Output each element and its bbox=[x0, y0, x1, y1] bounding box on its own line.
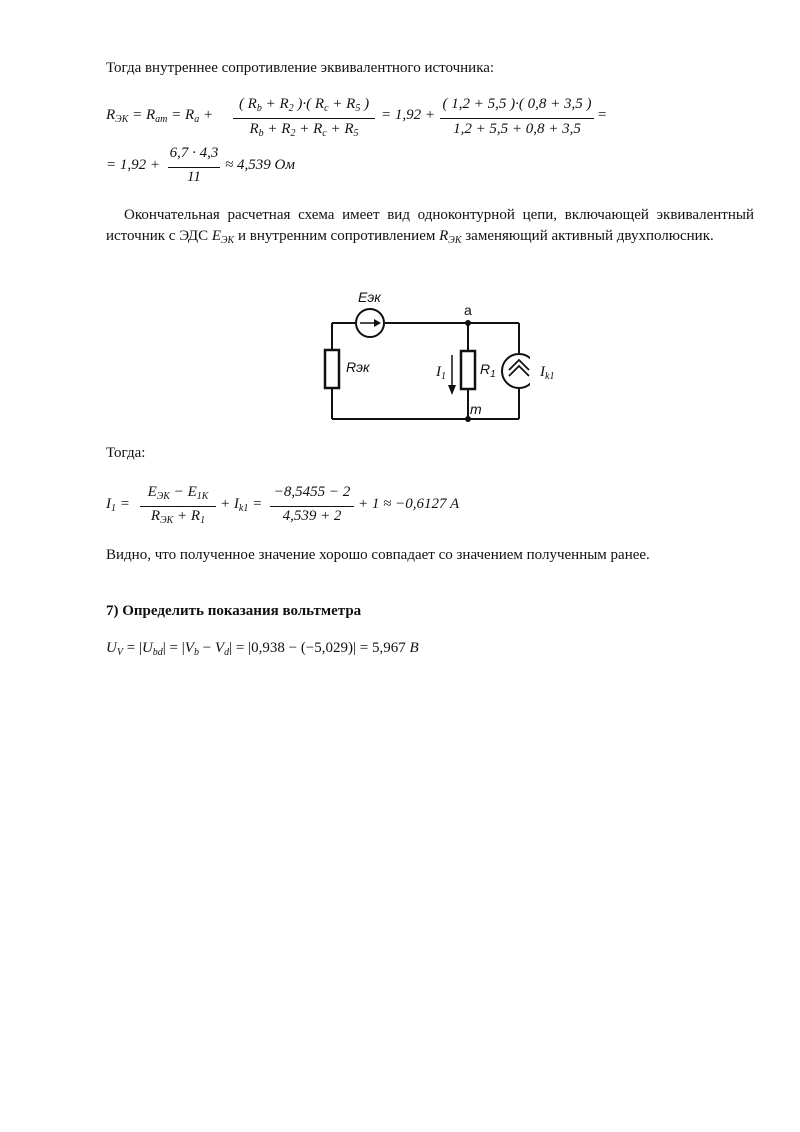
fraction-numerator: ( $R_b + R_2$ )·( $R_c + R_5$ ) bbox=[238, 96, 370, 114]
current-source-label: $I_{k1}$ bbox=[540, 364, 555, 382]
intro-text: Тогда внутреннее сопротивление эквивалентного источника: bbox=[106, 60, 495, 76]
resistor-right-icon bbox=[461, 351, 475, 389]
togda-text: Тогда: bbox=[106, 445, 146, 461]
emf-source-label: Eэк bbox=[358, 289, 381, 305]
fraction-denominator-3: 11 bbox=[187, 169, 201, 185]
resistor-left-icon bbox=[325, 350, 339, 388]
section-title: 7) Определить показания вольтметра bbox=[106, 603, 362, 619]
fraction-bar-4 bbox=[140, 506, 216, 507]
emf-source-icon bbox=[356, 309, 384, 337]
resistor-right-label: $R_1$ bbox=[480, 361, 496, 380]
node-a-label: a bbox=[464, 302, 472, 318]
fraction-bar-5 bbox=[270, 506, 354, 507]
conclusion-text: Видно, что полученное значение хорошо совпадает со значением полученным ранее. bbox=[106, 547, 650, 563]
fraction-denominator-4: $R_{ЭК} + R_1$ bbox=[150, 508, 206, 526]
formula-voltmeter: $U_V = |U_{bd}| = |V_b - V_d| = |0,938 - (-5,029)| = 5,967$ B bbox=[106, 640, 419, 658]
fraction-numerator-3: 6,7 · 4,3 bbox=[169, 145, 219, 161]
node-m-label: m bbox=[470, 401, 482, 417]
fraction-numerator-2: ( 1,2 + 5,5 )·( 0,8 + 3,5 ) bbox=[442, 96, 592, 112]
node-a-dot bbox=[465, 320, 471, 326]
paragraph-final-scheme: Окончательная расчетная схема имеет вид одноконтурной цепи, включающей эквивалентный источник с ЭДС $E_{ЭК}$ и внутренним сопротивлением $R_{ЭК}$ заменяющий активный двухполюсник. bbox=[106, 207, 754, 246]
current-label: $I_1$ bbox=[436, 364, 446, 382]
fraction-bar-3 bbox=[168, 167, 220, 168]
circuit-schematic bbox=[320, 285, 530, 430]
fraction-numerator-5: −8,5455 − 2 bbox=[273, 484, 351, 500]
fraction-denominator-2: 1,2 + 5,5 + 0,8 + 3,5 bbox=[453, 121, 581, 137]
resistor-left-label: Rэк bbox=[346, 359, 370, 375]
current-arrow-icon bbox=[448, 355, 456, 395]
fraction-bar-2 bbox=[440, 118, 594, 119]
fraction-denominator: $R_b + R_2 + R_c + R_5$ bbox=[249, 121, 359, 139]
current-source-icon bbox=[502, 354, 530, 388]
fraction-numerator-4: $E_{ЭК} - E_{1K}$ bbox=[147, 484, 209, 502]
fraction-denominator-5: 4,539 + 2 bbox=[282, 508, 342, 524]
fraction-bar bbox=[233, 118, 375, 119]
